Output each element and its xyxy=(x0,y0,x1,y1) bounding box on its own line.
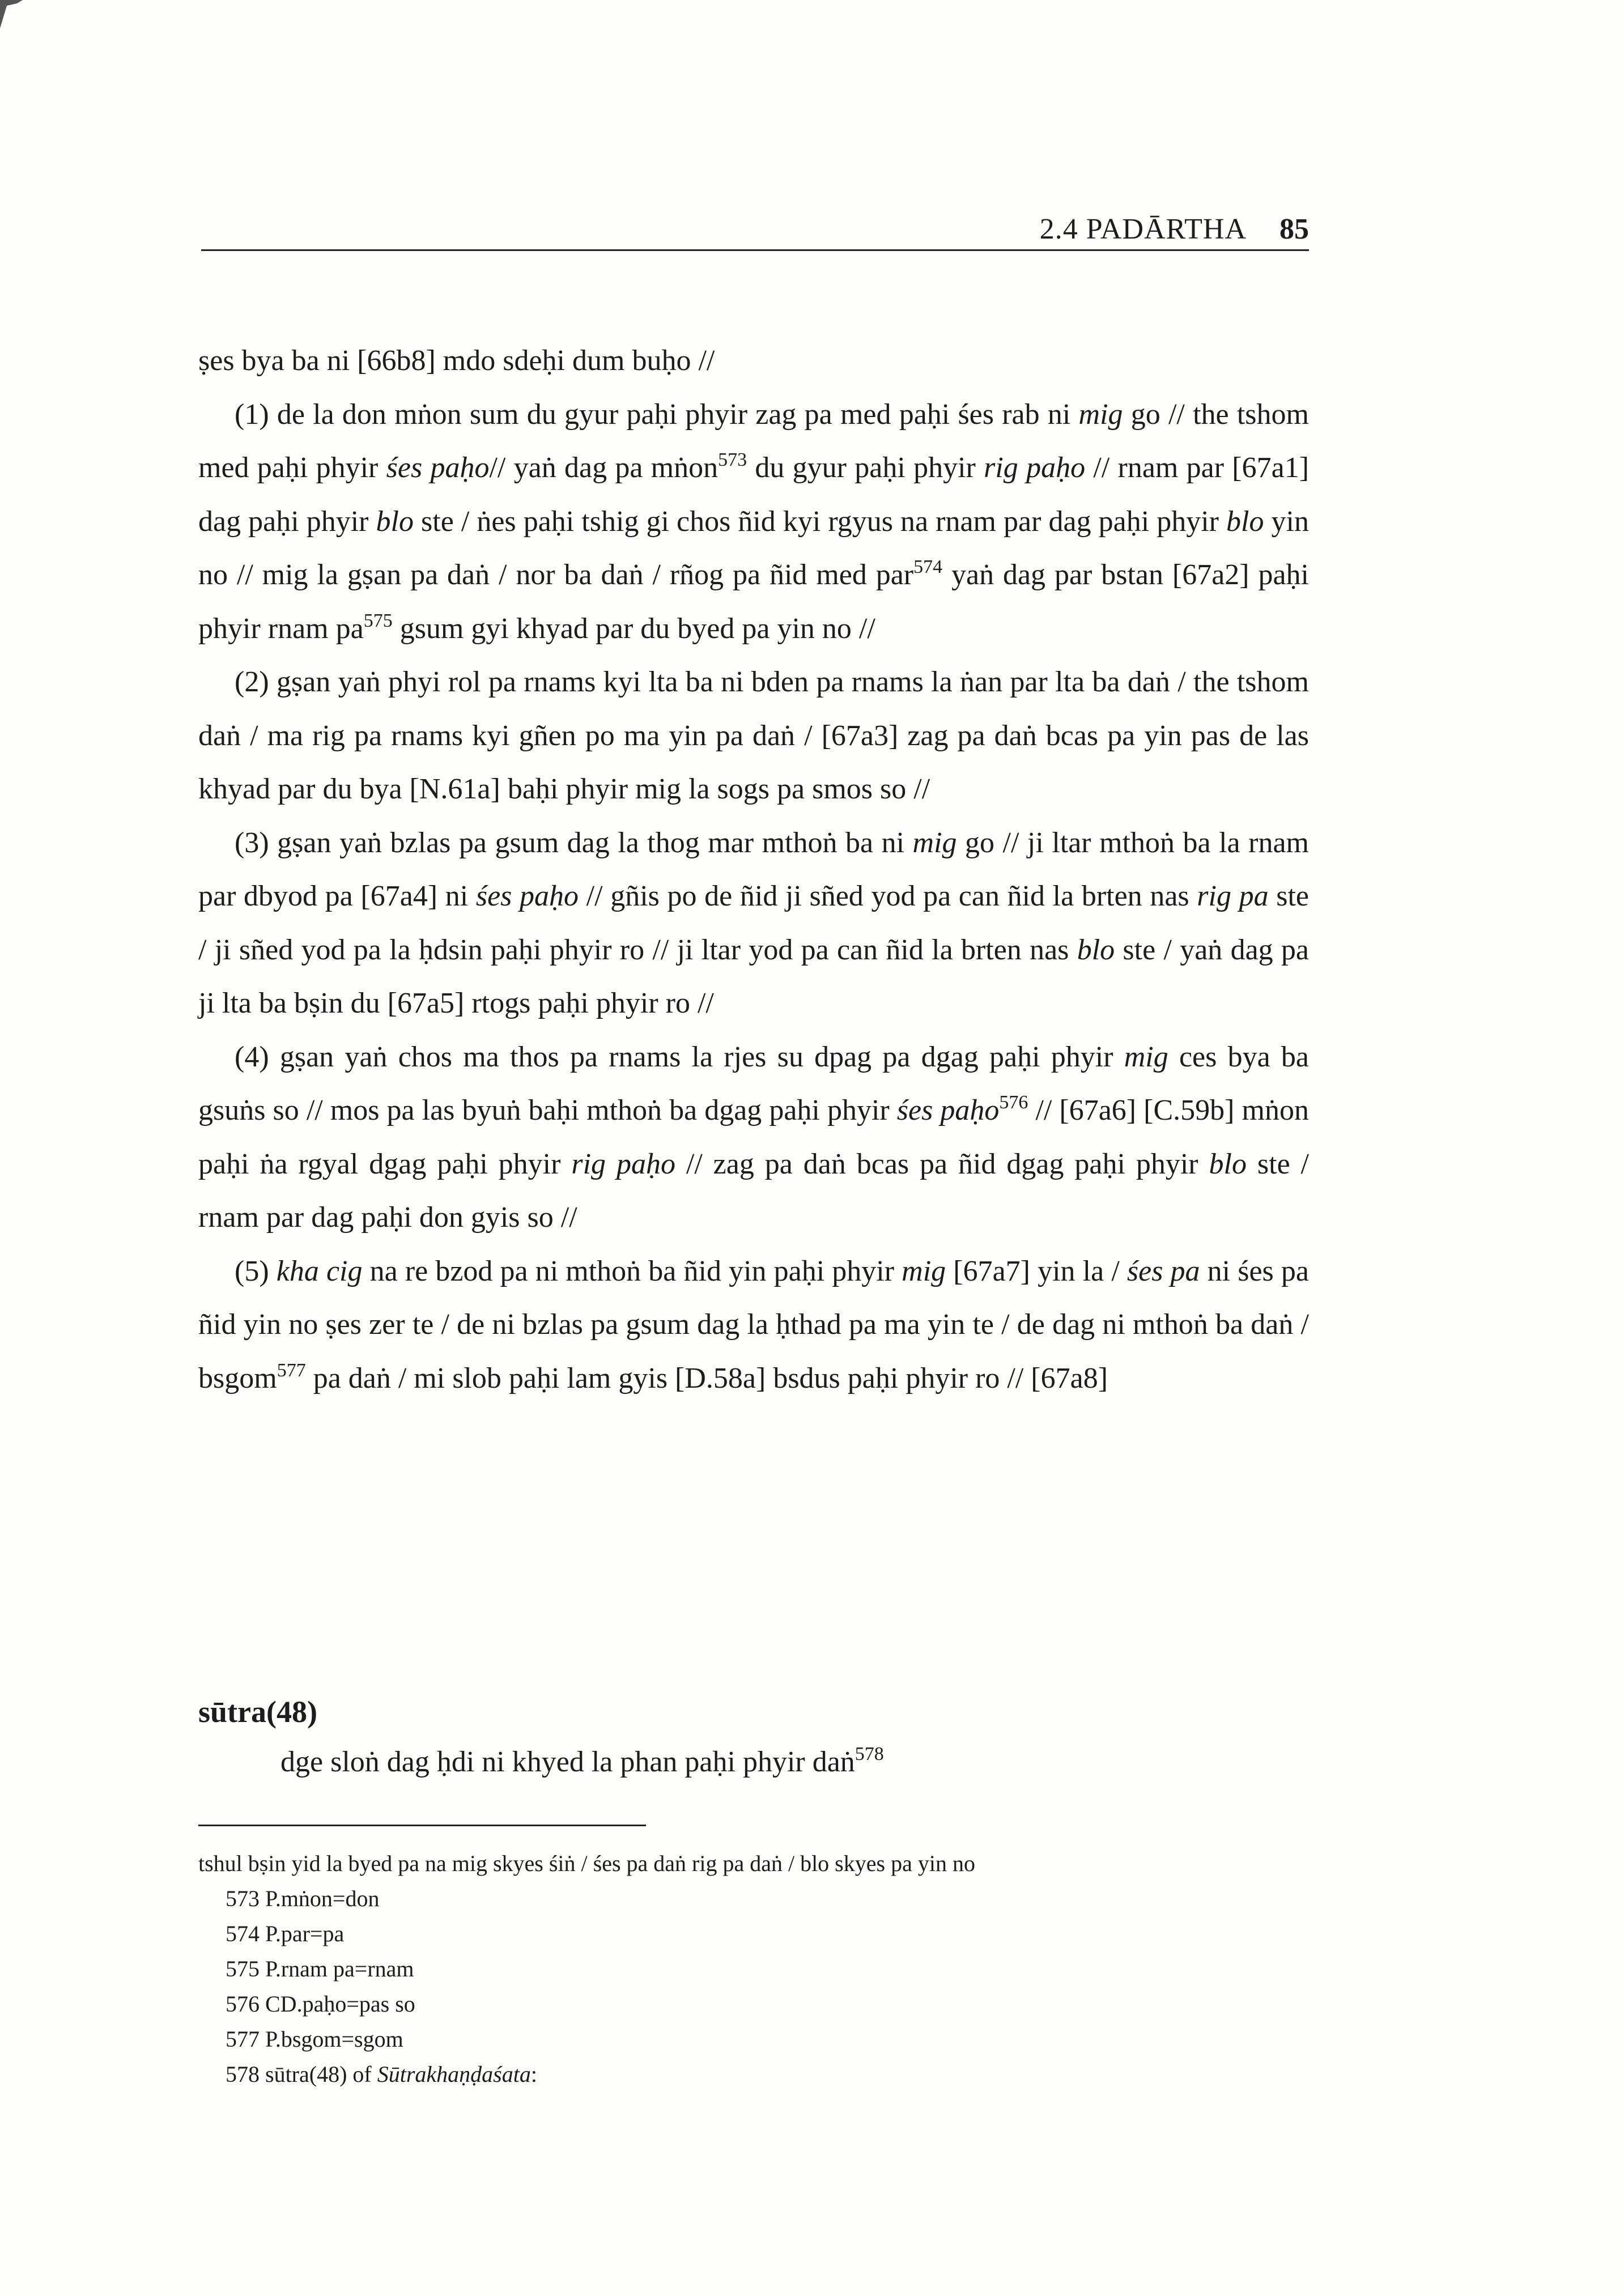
footnote-574: 574 P.par=pa xyxy=(226,1921,345,1946)
sutra-heading: sūtra(48) xyxy=(198,1695,317,1729)
paragraph-0: ṣes bya ba ni [66b8] mdo sdeḥi dum buḥo // xyxy=(198,345,715,377)
footnote-ref-575[interactable]: 575 xyxy=(363,610,393,631)
page-number: 85 xyxy=(1279,213,1309,245)
footnote-continuation: tshul bṣin yid la byed pa na mig skyes śiṅ / śes pa daṅ rig pa daṅ / blo skyes pa yin no xyxy=(198,1851,975,1876)
main-text xyxy=(198,334,1309,1405)
footnote-ref-578[interactable]: 578 xyxy=(854,1744,884,1764)
footnote-578: 578 sūtra(48) of Sūtrakhaṇḍaśata: xyxy=(226,2061,537,2087)
footnote-575: 575 P.rnam pa=rnam xyxy=(226,1956,414,1982)
footnote-573: 573 P.mṅon=don xyxy=(226,1886,380,1911)
running-head xyxy=(201,204,1309,251)
footnote-577: 577 P.bsgom=sgom xyxy=(226,2026,403,2052)
paragraph-4: (4) gṣan yaṅ chos ma thos pa rnams la rjes su dpag pa dgag paḥi phyir mig ces bya ba gsuṅs so // mos pa las byuṅ baḥi mthoṅ ba dgag paḥi phyir śes paḥo$^{576}$ // [67a6] [C.59b] mṅon paḥi ṅa rgyal dgag paḥi phyir rig paḥo // zag pa daṅ bcas pa ñid dgag paḥi phyir blo ste / rnam par dag paḥi don gyis so // xyxy=(198,1040,1310,1234)
footnote-ref-573[interactable]: 573 xyxy=(718,449,747,470)
footnote-ref-577[interactable]: 577 xyxy=(277,1359,306,1381)
section-title: 2.4 PADĀRTHA xyxy=(1039,213,1247,245)
footnotes xyxy=(198,1846,1309,2092)
paragraph-2: (2) gṣan yaṅ phyi rol pa rnams kyi lta ba ni bden pa rnams la ṅan par lta ba daṅ / the tshom daṅ / ma rig pa rnams kyi gñen po ma yin pa daṅ / [67a3] zag pa daṅ bcas pa yin pas de las khyad par du bya [N.61a] baḥi phyir mig la sogs pa smos so // xyxy=(198,666,1309,805)
paragraph-5: (5) kha cig na re bzod pa ni mthoṅ ba ñid yin paḥi phyir mig [67a7] yin la / śes pa ni śes pa ñid yin no ṣes zer te / de ni bzlas pa gsum dag la ḥthad pa ma yin te / de dag ni mthoṅ ba daṅ / bsgom$^{577}$ pa daṅ / mi slob paḥi lam gyis [D.58a] bsdus paḥi phyir ro // [67a8] xyxy=(198,1255,1309,1394)
scan-corner-mark xyxy=(0,0,23,28)
paragraph-3: (3) gṣan yaṅ bzlas pa gsum dag la thog mar mthoṅ ba ni mig go // ji ltar mthoṅ ba la rnam par dbyod pa [67a4] ni śes paḥo // gñis po de ñid ji sñed yod pa can ñid la brten nas rig pa ste / ji sñed yod pa la ḥdsin paḥi phyir ro // ji ltar yod pa can ñid la brten nas blo ste / yaṅ dag pa ji lta ba bṣin du [67a5] rtogs paḥi phyir ro // xyxy=(198,826,1310,1019)
paragraph-1: (1) de la don mṅon sum du gyur paḥi phyir zag pa med paḥi śes rab ni mig go // the tshom med paḥi phyir śes paḥo// yaṅ dag pa mṅon$^{573}$ du gyur paḥi phyir rig paḥo // rnam par [67a1] dag paḥi phyir blo ste / ṅes paḥi tshig gi chos ñid kyi rgyus na rnam par dag paḥi phyir blo yin no // mig la gṣan pa daṅ / nor ba daṅ / rñog pa ñid med par$^{574}$ yaṅ dag par bstan [67a2] paḥi phyir rnam $pa^{575}$ gsum gyi khyad par du byed pa yin no // xyxy=(198,398,1310,645)
footnote-576: 576 CD.paḥo=pas so xyxy=(226,1991,415,2017)
footnote-ref-574[interactable]: 574 xyxy=(913,556,943,577)
footnote-ref-576[interactable]: 576 xyxy=(999,1092,1028,1113)
footnote-divider xyxy=(198,1825,646,1826)
sutra-text: dge sloṅ dag ḥdi ni khyed la phan paḥi phyir daṅ$^{578}$ xyxy=(280,1744,884,1778)
